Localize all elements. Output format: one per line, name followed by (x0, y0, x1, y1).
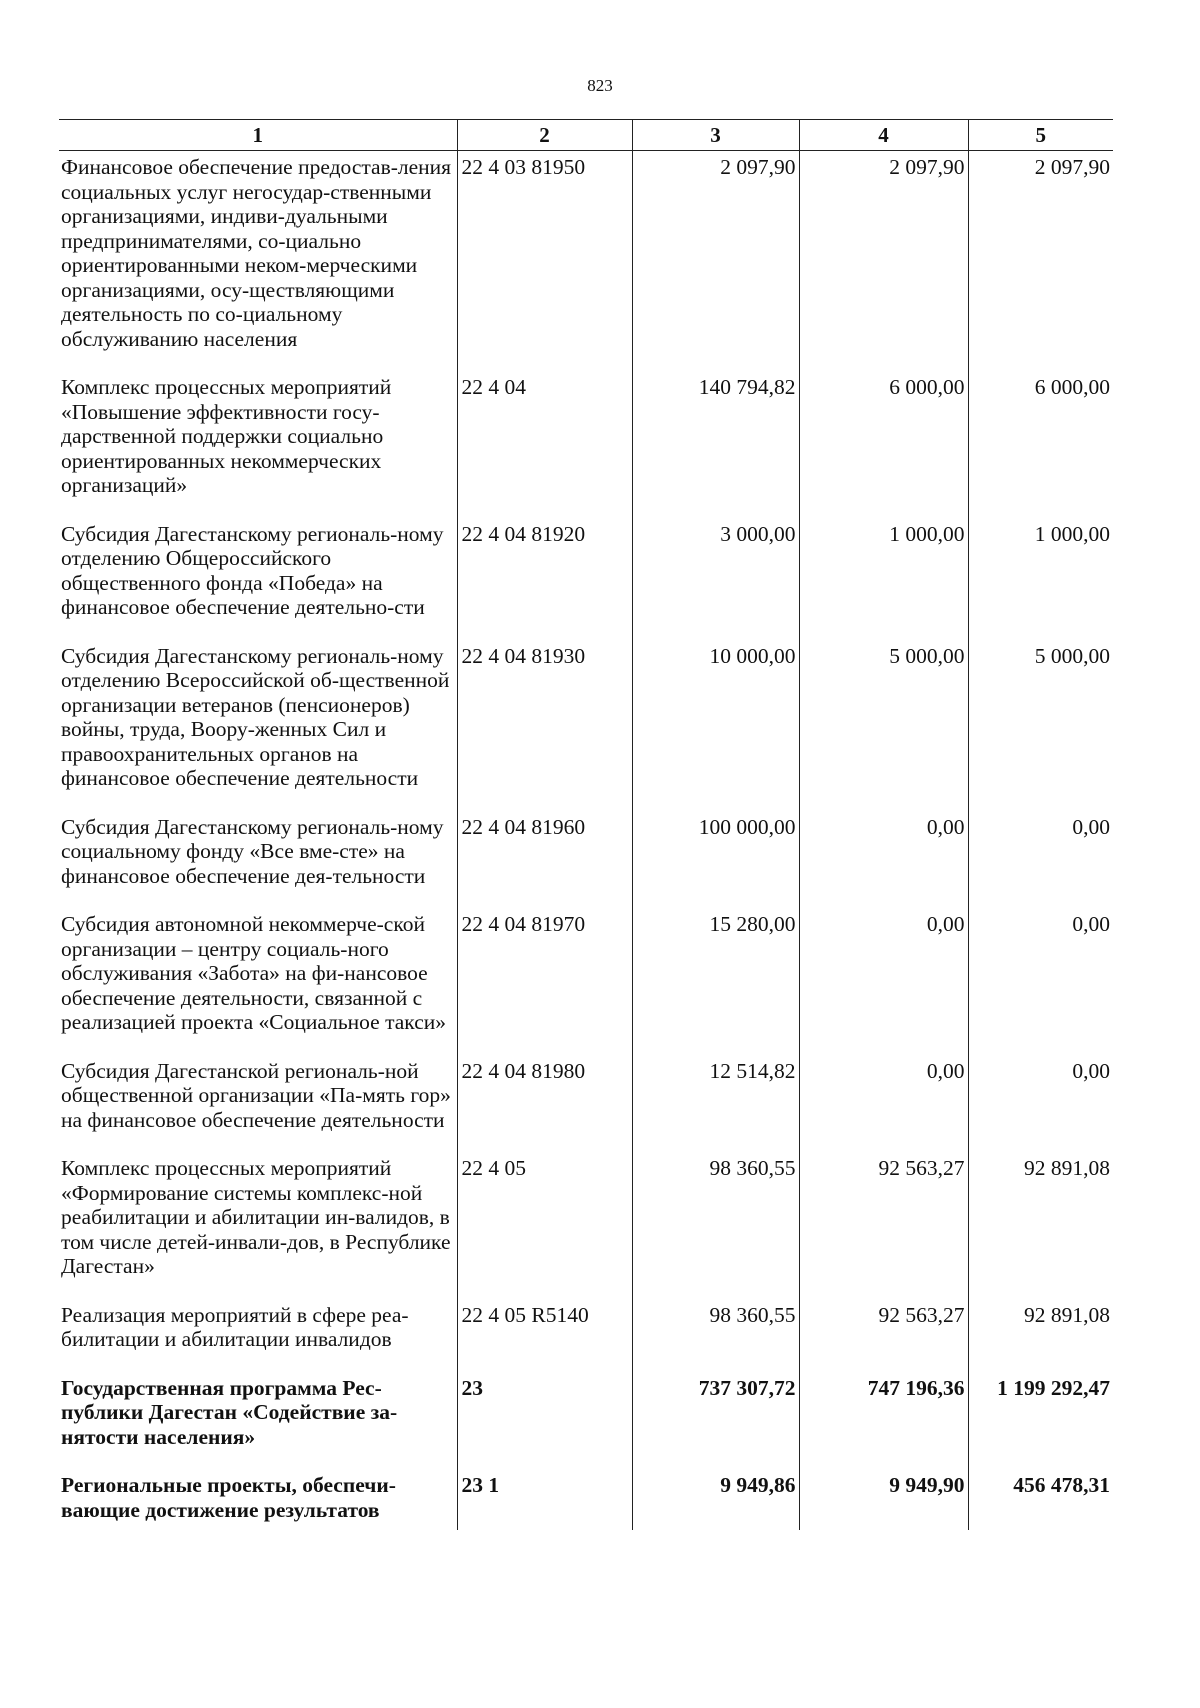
row-value-col4: 92 563,27 (799, 1152, 968, 1299)
row-name-cell: Субсидия Дагестанскому региональ-ному отделению Всероссийской об-щественной организации ветеранов (пенсионеров) войны, труда, Воору-женных Сил и правоохранительных органов на финансовое обеспечение деятельности (61, 643, 450, 790)
row-value-col3: 98 360,55 (632, 1299, 799, 1372)
header-row (59, 120, 1113, 151)
column-header-1: 1 (59, 120, 457, 151)
column-header-2: 2 (457, 120, 632, 151)
table-row (59, 151, 1113, 372)
row-value-col5: 456 478,31 (968, 1469, 1113, 1530)
row-value-col3: 10 000,00 (632, 640, 799, 811)
row-value-col5: 1 000,00 (968, 518, 1113, 640)
row-value-col3: 12 514,82 (632, 1055, 799, 1153)
row-code-cell: 22 4 04 81960 (457, 811, 632, 909)
row-name-cell: Реализация мероприятий в сфере реа-билитации и абилитации инвалидов (61, 1302, 409, 1351)
row-value-col4: 0,00 (799, 1055, 968, 1153)
row-value-col3: 140 794,82 (632, 371, 799, 518)
row-code-cell: 22 4 04 81930 (457, 640, 632, 811)
table-header (59, 120, 1113, 151)
row-code-cell: 22 4 04 81980 (457, 1055, 632, 1153)
budget-table (59, 119, 1113, 1530)
row-code-cell: 23 (457, 1372, 632, 1470)
row-code-cell: 22 4 04 81920 (457, 518, 632, 640)
row-value-col4: 6 000,00 (799, 371, 968, 518)
row-name-cell: Финансовое обеспечение предостав-ления социальных услуг негосудар-ственными организациями, индиви-дуальными предпринимателями, со-циально ориентированными неком-мерческими организациями, осу-ществляющими деятельность по со-циальному обслуживанию населения (61, 155, 452, 351)
row-name-cell: Комплекс процессных мероприятий «Формирование системы комплекс-ной реабилитации и абилитации ин-валидов, в том числе детей-инвали-дов, в Республике Дагестан» (61, 1156, 451, 1278)
row-value-col4: 0,00 (799, 811, 968, 909)
page-number: 823 (587, 76, 613, 95)
row-value-col5: 2 097,90 (968, 151, 1113, 372)
row-value-col4: 9 949,90 (799, 1469, 968, 1530)
table-row (59, 371, 1113, 518)
table-row (59, 518, 1113, 640)
row-code-cell: 22 4 05 (457, 1152, 632, 1299)
row-value-col4: 5 000,00 (799, 640, 968, 811)
row-value-col4: 0,00 (799, 908, 968, 1055)
row-name-cell: Субсидия Дагестанскому региональ-ному отделению Общероссийского общественного фонда «Победа» на финансовое обеспечение деятельно-сти (61, 521, 444, 619)
table-row (59, 1152, 1113, 1299)
row-value-col3: 737 307,72 (632, 1372, 799, 1470)
table-body (59, 151, 1113, 1531)
row-value-col3: 15 280,00 (632, 908, 799, 1055)
table-row (59, 811, 1113, 909)
row-code-cell: 22 4 03 81950 (457, 151, 632, 372)
row-name-cell: Комплекс процессных мероприятий «Повышение эффективности госу-дарственной поддержки социально ориентированных некоммерческих организаций» (61, 375, 392, 497)
table-row (59, 1469, 1113, 1530)
row-value-col5: 1 199 292,47 (968, 1372, 1113, 1470)
row-code-cell: 22 4 05 R5140 (457, 1299, 632, 1372)
row-value-col5: 92 891,08 (968, 1152, 1113, 1299)
row-value-col5: 92 891,08 (968, 1299, 1113, 1372)
row-code-cell: 23 1 (457, 1469, 632, 1530)
row-value-col3: 100 000,00 (632, 811, 799, 909)
row-code-cell: 22 4 04 (457, 371, 632, 518)
table-row (59, 1372, 1113, 1470)
row-value-col4: 747 196,36 (799, 1372, 968, 1470)
row-value-col4: 1 000,00 (799, 518, 968, 640)
row-value-col5: 6 000,00 (968, 371, 1113, 518)
row-value-col4: 92 563,27 (799, 1299, 968, 1372)
row-value-col5: 0,00 (968, 1055, 1113, 1153)
table-row (59, 1299, 1113, 1372)
row-value-col3: 9 949,86 (632, 1469, 799, 1530)
row-name-cell: Государственная программа Рес-публики Дагестан «Содействие за-нятости населения» (61, 1375, 398, 1449)
row-value-col5: 0,00 (968, 811, 1113, 909)
column-header-3: 3 (632, 120, 799, 151)
row-value-col3: 2 097,90 (632, 151, 799, 372)
row-value-col5: 0,00 (968, 908, 1113, 1055)
row-name-cell: Региональные проекты, обеспечи-вающие достижение результатов (61, 1473, 396, 1522)
row-value-col4: 2 097,90 (799, 151, 968, 372)
row-code-cell: 22 4 04 81970 (457, 908, 632, 1055)
row-value-col5: 5 000,00 (968, 640, 1113, 811)
row-value-col3: 3 000,00 (632, 518, 799, 640)
column-header-4: 4 (799, 120, 968, 151)
row-name-cell: Субсидия Дагестанскому региональ-ному социальному фонду «Все вме-сте» на финансовое обеспечение дея-тельности (61, 814, 444, 888)
table-row (59, 1055, 1113, 1153)
row-name-cell: Субсидия автономной некоммерче-ской организации – центру социаль-ного обслуживания «Забота» на фи-нансовое обеспечение деятельности, связанной с реализацией проекта «Социальное такси» (61, 912, 447, 1034)
row-value-col3: 98 360,55 (632, 1152, 799, 1299)
table-row (59, 908, 1113, 1055)
row-name-cell: Субсидия Дагестанской региональ-ной общественной организации «Па-мять гор» на финансовое обеспечение деятельности (61, 1058, 451, 1132)
column-header-5: 5 (968, 120, 1113, 151)
table-row (59, 640, 1113, 811)
